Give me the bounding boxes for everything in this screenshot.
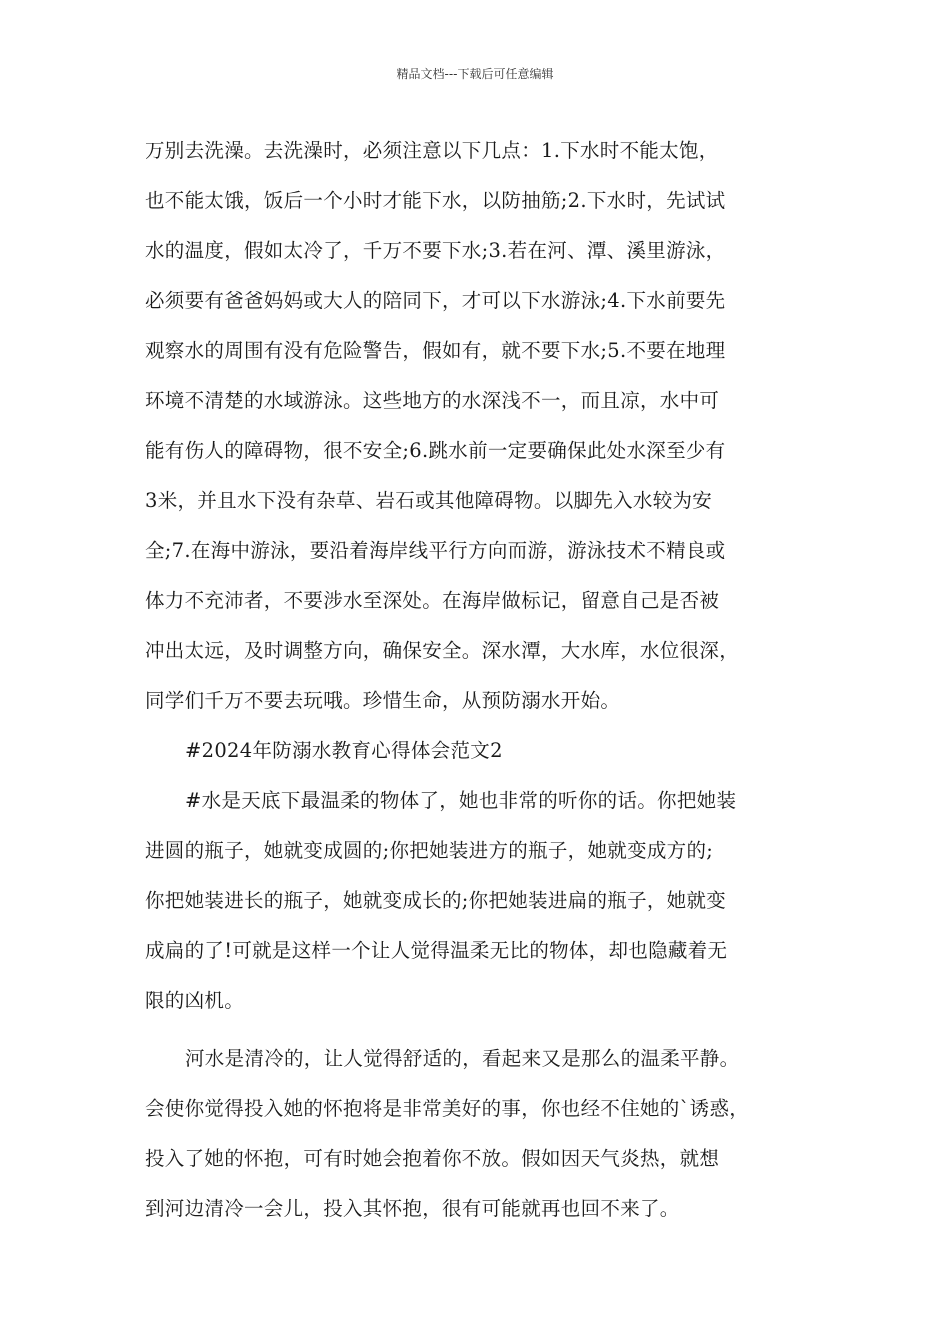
- text-line: 3米，并且水下没有杂草、岩石或其他障碍物。以脚先入水较为安: [145, 489, 713, 512]
- paragraph-2: [145, 776, 810, 1026]
- text-line: 到河边清冷一会儿，投入其怀抱，很有可能就再也回不来了。: [145, 1197, 680, 1220]
- text-line: 成扁的了!可就是这样一个让人觉得温柔无比的物体，却也隐藏着无: [145, 939, 728, 962]
- text-line: 能有伤人的障碍物，很不安全;6.跳水前一定要确保此处水深至少有: [145, 439, 726, 462]
- document-body: [145, 126, 810, 1234]
- section-heading: #2024年防溺水教育心得体会范文2: [185, 739, 503, 762]
- text-line: 也不能太饿，饭后一个小时才能下水，以防抽筋;2.下水时，先试试: [145, 189, 726, 212]
- text-line: 进圆的瓶子，她就变成圆的;你把她装进方的瓶子，她就变成方的;: [145, 839, 714, 862]
- paragraph-spacer: [145, 1026, 810, 1034]
- text-line: 万别去洗澡。去洗澡时，必须注意以下几点：1.下水时不能太饱，: [145, 139, 719, 162]
- text-line: 你把她装进长的瓶子，她就变成长的;你把她装进扁的瓶子，她就变: [145, 889, 727, 912]
- text-line: #水是天底下最温柔的物体了，她也非常的听你的话。你把她装: [185, 789, 737, 812]
- text-line: 会使你觉得投入她的怀抱将是非常美好的事，你也经不住她的`诱惑，: [145, 1097, 750, 1120]
- paragraph-3: [145, 1034, 810, 1234]
- text-line: 水的温度，假如太冷了，千万不要下水;3.若在河、潭、溪里游泳，: [145, 239, 726, 262]
- text-line: 环境不清楚的水域游泳。这些地方的水深浅不一，而且凉，水中可: [145, 389, 720, 412]
- text-line: 体力不充沛者，不要涉水至深处。在海岸做标记，留意自己是否被: [145, 589, 720, 612]
- text-line: 投入了她的怀抱，可有时她会抱着你不放。假如因天气炎热，就想: [145, 1147, 720, 1170]
- text-line: 必须要有爸爸妈妈或大人的陪同下，才可以下水游泳;4.下水前要先: [145, 289, 726, 312]
- text-line: 全;7.在海中游泳，要沿着海岸线平行方向而游，游泳技术不精良或: [145, 539, 726, 562]
- text-line: 河水是清冷的，让人觉得舒适的，看起来又是那么的温柔平静。: [185, 1047, 740, 1070]
- text-line: 同学们千万不要去玩哦。珍惜生命，从预防溺水开始。: [145, 689, 621, 712]
- text-line: 观察水的周围有没有危险警告，假如有，就不要下水;5.不要在地理: [145, 339, 726, 362]
- paragraph-1: [145, 126, 810, 726]
- text-line: 限的凶机。: [145, 989, 245, 1012]
- page-header: 精品文档---下载后可任意编辑: [396, 67, 554, 81]
- text-line: 冲出太远，及时调整方向，确保安全。深水潭，大水库，水位很深，: [145, 639, 740, 662]
